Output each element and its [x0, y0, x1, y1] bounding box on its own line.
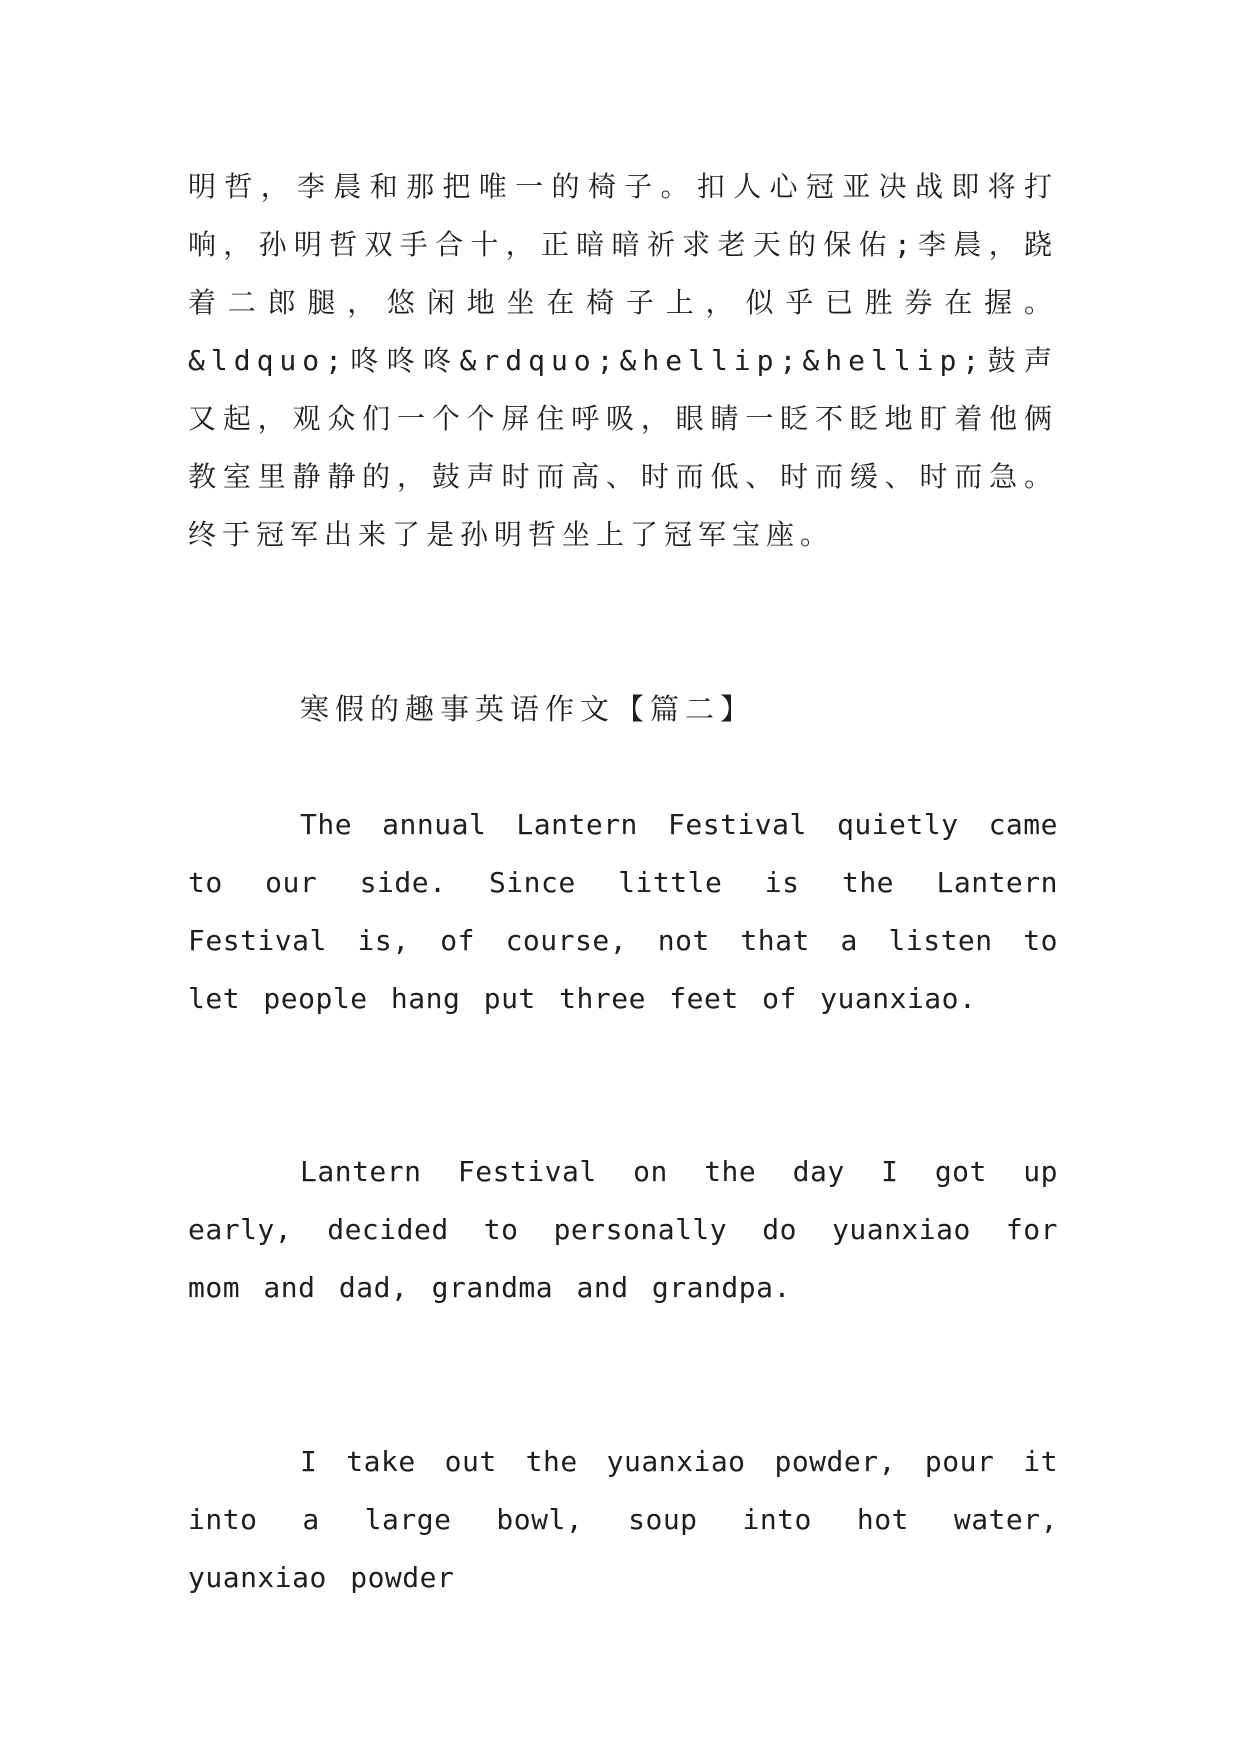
paragraph-yuanxiao-powder: I take out the yuanxiao powder, pour it into a large bowl, soup into hot water, yuanxiao powder — [188, 1445, 1058, 1594]
paragraph-chinese-story: 明哲，李晨和那把唯一的椅子。扣人心冠亚决战即将打响，孙明哲双手合十，正暗暗祈求老天的保佑;李晨，跷着二郎腿，悠闲地坐在椅子上，似乎已胜券在握。&ldquo;咚咚咚&rdquo;&hellip;&hellip;鼓声又起，观众们一个个屏住呼吸，眼睛一眨不眨地盯着他俩教室里静静的，鼓声时而高、时而低、时而缓、时而急。终于冠军出来了是孙明哲坐上了冠军宝座。 — [188, 170, 1058, 551]
section-heading: 寒假的趣事英语作文【篇二】 — [300, 692, 756, 726]
paragraph-lantern-day: Lantern Festival on the day I got up early, decided to personally do yuanxiao for mom and dad, grandma and grandpa. — [188, 1155, 1058, 1304]
paragraph-lantern-intro: The annual Lantern Festival quietly came to our side. Since little is the Lantern Festival is, of course, not that a listen to let people hang put three feet of yuanxiao. — [188, 808, 1058, 1015]
